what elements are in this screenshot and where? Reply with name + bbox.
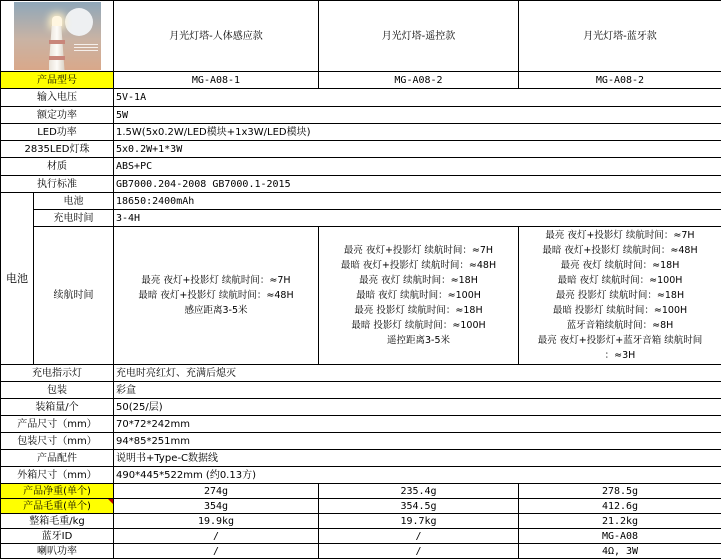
row-label-led-power: LED功率 [1,124,114,141]
accessories-value: 说明书+Type-C数据线 [114,450,721,467]
row-label-accessories: 产品配件 [1,450,114,467]
runtime-3-line: 蓝牙音箱续航时间：≈8H [567,318,674,333]
carton-weight-2: 19.7kg [319,514,519,529]
rated-power-value: 5W [114,107,721,124]
row-label-carton-weight: 整箱毛重/kg [1,514,114,529]
runtime-2-line: 最暗 夜灯 续航时间：≈100H [356,288,481,303]
row-label-speaker-power: 喇叭功率 [1,544,114,559]
net-weight-1: 274g [114,484,319,499]
row-label-package-size: 包装尺寸（mm） [1,433,114,450]
gross-weight-1: 354g [114,499,319,514]
row-label-runtime: 续航时间 [34,227,114,365]
carton-size-value: 490*445*522mm (约0.13方) [114,467,721,484]
row-label-input-voltage: 输入电压 [1,89,114,107]
runtime-3-line: 最亮 投影灯 续航时间：≈18H [556,288,684,303]
runtime-3-line: 最亮 夜灯+投影灯 续航时间：≈7H [545,228,694,243]
carton-weight-3: 21.2kg [519,514,721,529]
row-label-net-weight: 产品净重(单个) [1,484,114,499]
speaker-power-1: / [114,544,319,559]
packaging-value: 彩盒 [114,382,721,399]
comment-indicator-icon[interactable] [108,499,113,504]
product-header-3: 月光灯塔-蓝牙款 [519,1,721,72]
battery-value: 18650:2400mAh [114,193,721,210]
gross-weight-label-text: 产品毛重(单个) [23,501,91,512]
model-value-2: MG-A08-2 [319,72,519,89]
row-label-led-beads: 2835LED灯珠 [1,141,114,158]
row-label-charge-time: 充电时间 [34,210,114,227]
net-weight-3: 278.5g [519,484,721,499]
runtime-2-line: 遥控距离3-5米 [387,333,450,348]
model-value-3: MG-A08-2 [519,72,721,89]
standard-value: GB7000.204-2008 GB7000.1-2015 [114,176,721,193]
product-image-cell [1,1,114,72]
runtime-1-line: 最亮 夜灯+投影灯 续航时间：≈7H [141,273,290,288]
net-weight-2: 235.4g [319,484,519,499]
row-label-battery: 电池 [34,193,114,210]
row-label-material: 材质 [1,158,114,176]
runtime-col-1 [114,227,319,365]
product-header-1: 月光灯塔-人体感应款 [114,1,319,72]
row-label-bluetooth-id: 蓝牙ID [1,529,114,544]
gross-weight-3: 412.6g [519,499,721,514]
material-value: ABS+PC [114,158,721,176]
row-label-product-size: 产品尺寸（mm） [1,416,114,433]
runtime-col-3 [519,227,721,365]
runtime-3-line: 最亮 夜灯 续航时间：≈18H [561,258,680,273]
product-header-2: 月光灯塔-遥控款 [319,1,519,72]
battery-group-label: 电池 [1,193,34,365]
row-label-model: 产品型号 [1,72,114,89]
runtime-3-line: 最暗 投影灯 续航时间：≈100H [553,303,687,318]
speaker-power-3: 4Ω, 3W [519,544,721,559]
speaker-power-2: / [319,544,519,559]
row-label-charge-indicator: 充电指示灯 [1,365,114,382]
runtime-1-line: 感应距离3-5米 [184,303,247,318]
model-value-1: MG-A08-1 [114,72,319,89]
product-size-value: 70*72*242mm [114,416,721,433]
charge-indicator-value: 充电时亮红灯、充满后熄灭 [114,365,721,382]
carton-qty-value: 50(25/层) [114,399,721,416]
input-voltage-value: 5V-1A [114,89,721,107]
row-label-rated-power: 额定功率 [1,107,114,124]
led-beads-value: 5x0.2W+1*3W [114,141,721,158]
bluetooth-id-3: MG-A08 [519,529,721,544]
gross-weight-2: 354.5g [319,499,519,514]
runtime-3-line: 最亮 夜灯+投影灯+蓝牙音箱 续航时间 [538,333,702,348]
runtime-2-line: 最暗 投影灯 续航时间：≈100H [351,318,485,333]
runtime-2-line: 最亮 夜灯 续航时间：≈18H [359,273,478,288]
bluetooth-id-2: / [319,529,519,544]
runtime-2-line: 最暗 夜灯+投影灯 续航时间：≈48H [341,258,496,273]
row-label-standard: 执行标准 [1,176,114,193]
package-size-value: 94*85*251mm [114,433,721,450]
row-label-gross-weight [1,499,114,514]
bluetooth-id-1: / [114,529,319,544]
charge-time-value: 3-4H [114,210,721,227]
runtime-2-line: 最亮 夜灯+投影灯 续航时间：≈7H [344,243,493,258]
runtime-3-line: 最暗 夜灯+投影灯 续航时间：≈48H [542,243,697,258]
led-power-value: 1.5W(5x0.2W/LED模块+1x3W/LED模块) [114,124,721,141]
row-label-carton-size: 外箱尺寸（mm） [1,467,114,484]
runtime-3-line: ：≈3H [605,348,636,363]
runtime-3-line: 最暗 夜灯 续航时间：≈100H [558,273,683,288]
runtime-1-line: 最暗 夜灯+投影灯 续航时间：≈48H [138,288,293,303]
row-label-packaging: 包装 [1,382,114,399]
carton-weight-1: 19.9kg [114,514,319,529]
lighthouse-lamp-icon [14,2,101,70]
runtime-col-2 [319,227,519,365]
row-label-carton-qty: 装箱量/个 [1,399,114,416]
runtime-2-line: 最亮 投影灯 续航时间：≈18H [354,303,482,318]
